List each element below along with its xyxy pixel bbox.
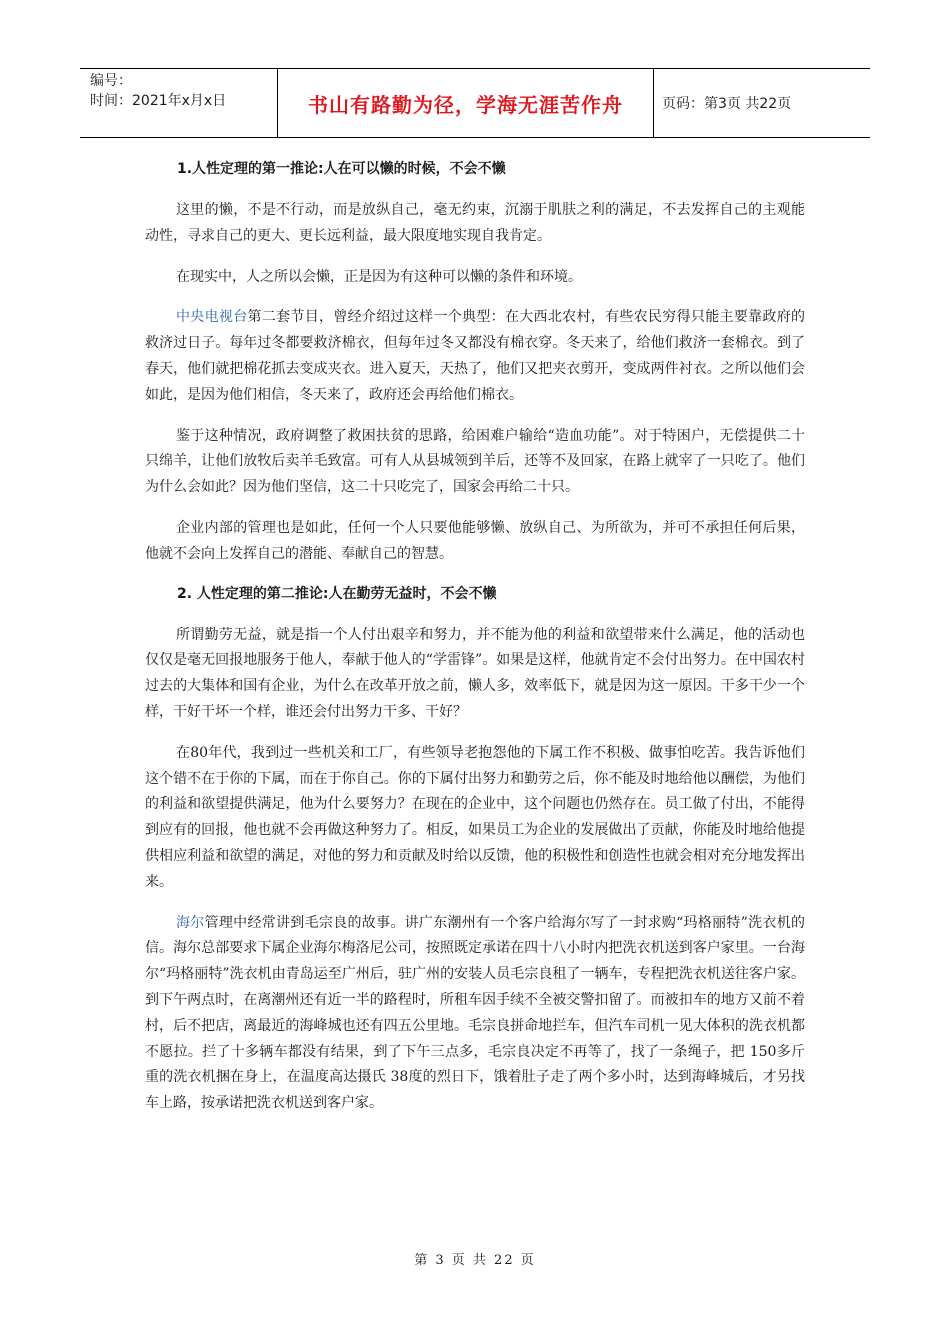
paragraph bbox=[145, 911, 805, 1117]
paragraph-text: 企业内部的管理也是如此，任何一个人只要他能够懒、放纵自己、为所欲为，并可不承担任何后果，他就不会向上发挥自己的潜能、奉献自己的智慧。 bbox=[145, 519, 805, 562]
cctv-link[interactable]: 中央电视台 bbox=[176, 309, 248, 326]
paragraph-text: 管理中经常讲到毛宗良的故事。讲广东潮州有一个客户给海尔写了一封求购“玛格丽特”洗衣机的信。海尔总部要求下属企业海尔梅洛尼公司，按照既定承诺在四十八小时内把洗衣机送到客户家里。一台海尔“玛格丽特”洗衣机由青岛运至广州后，驻广州的安装人员毛宗良租了一辆车，专程把洗衣机送往客户家。到下午两点时，在离潮州还有近一半的路程时，所租车因手续不全被交警扣留了。而被扣车的地方又前不着村，后不把店，离最近的海峰城也还有四五公里地。毛宗良拼命地拦车，但汽车司机一见大体积的洗衣机都不愿拉。拦了十多辆车都没有结果，到了下午三点多，毛宗良决定不再等了，找了一条绳子，把 150多斤重的洗衣机捆在身上，在温度高达摄氏 38度的烈日下，饿着肚子走了两个多小时，达到海峰城后，才另找车上路，按承诺把洗衣机送到客户家。 bbox=[145, 914, 806, 1112]
header-motto-cell bbox=[278, 69, 654, 137]
paragraph bbox=[145, 265, 805, 291]
paragraph-text: 所谓勤劳无益，就是指一个人付出艰辛和努力，并不能为他的利益和欲望带来什么满足，他的活动也仅仅是毫无回报地服务于他人，奉献于他人的“学雷锋”。如果是这样，他就肯定不会付出努力。在中国农村过去的大集体和国有企业，为什么在改革开放之前，懒人多，效率低下，就是因为这一原因。干多干少一个样，干好干坏一个样，谁还会付出努力干多、干好？ bbox=[145, 626, 805, 720]
document-body bbox=[145, 158, 805, 1132]
paragraph-text: 第二套节目，曾经介绍过这样一个典型：在大西北农村，有些农民穷得只能主要靠政府的救济过日子。每年过冬都要救济棉衣，但每年过冬又都没有棉衣穿。冬天来了，给他们救济一套棉衣。到了春天，他们就把棉花抓去变成夹衣。进入夏天，天热了，他们又把夹衣剪开，变成两件衬衣。之所以他们会如此，是因为他们相信，冬天来了，政府还会再给他们棉衣。 bbox=[145, 309, 806, 403]
paragraph-text: 鉴于这种情况，政府调整了救困扶贫的思路，给困难户输给“造血功能”。对于特困户，无偿提供二十只绵羊，让他们放牧后卖羊毛致富。可有人从县城领到羊后，还等不及回家，在路上就宰了一只吃了。他们为什么会如此？因为他们坚信，这二十只吃完了，国家会再给二十只。 bbox=[145, 427, 805, 496]
page-footer: 第 3 页 共 22 页 bbox=[414, 1253, 536, 1268]
page-code: 页码：第3页 共22页 bbox=[662, 96, 792, 112]
paragraph bbox=[145, 516, 805, 568]
paragraph bbox=[145, 424, 805, 501]
page-header bbox=[80, 68, 870, 138]
motto-text: 书山有路勤为径，学海无涯苦作舟 bbox=[308, 92, 623, 117]
haier-link[interactable]: 海尔 bbox=[176, 914, 205, 931]
paragraph bbox=[145, 198, 805, 250]
paragraph bbox=[145, 305, 805, 408]
section-heading: 2. 人性定理的第二推论:人在勤劳无益时，不会不懒 bbox=[177, 585, 497, 602]
section-heading: 1.人性定理的第一推论:人在可以懒的时候，不会不懒 bbox=[177, 161, 506, 177]
paragraph-text: 这里的懒，不是不行动，而是放纵自己，毫无约束，沉溺于肌肤之利的满足，不去发挥自己的主观能动性，寻求自己的更大、更长远利益，最大限度地实现自我肯定。 bbox=[145, 202, 805, 244]
paragraph-text: 在现实中，人之所以会懒，正是因为有这种可以懒的条件和环境。 bbox=[176, 268, 582, 285]
serial-number-label: 编号： bbox=[90, 73, 132, 89]
header-info-cell bbox=[80, 69, 278, 137]
paragraph bbox=[145, 623, 805, 726]
paragraph bbox=[145, 741, 805, 896]
header-page-cell bbox=[654, 69, 870, 137]
paragraph-text: 在80年代，我到过一些机关和工厂，有些领导老抱怨他的下属工作不积极、做事怕吃苦。我告诉他们这个错不在于你的下属，而在于你自己。你的下属付出努力和勤劳之后，你不能及时地给他以酬偿，为他们的利益和欲望提供满足，他为什么要努力？在现在的企业中，这个问题也仍然存在。员工做了付出，不能得到应有的回报，他也就不会再做这种努力了。相反，如果员工为企业的发展做出了贡献，你能及时地给他提供相应利益和欲望的满足，对他的努力和贡献及时给以反馈，他的积极性和创造性也就会相对充分地发挥出来。 bbox=[145, 744, 805, 890]
date-label: 时间：2021年x月x日 bbox=[90, 93, 227, 109]
